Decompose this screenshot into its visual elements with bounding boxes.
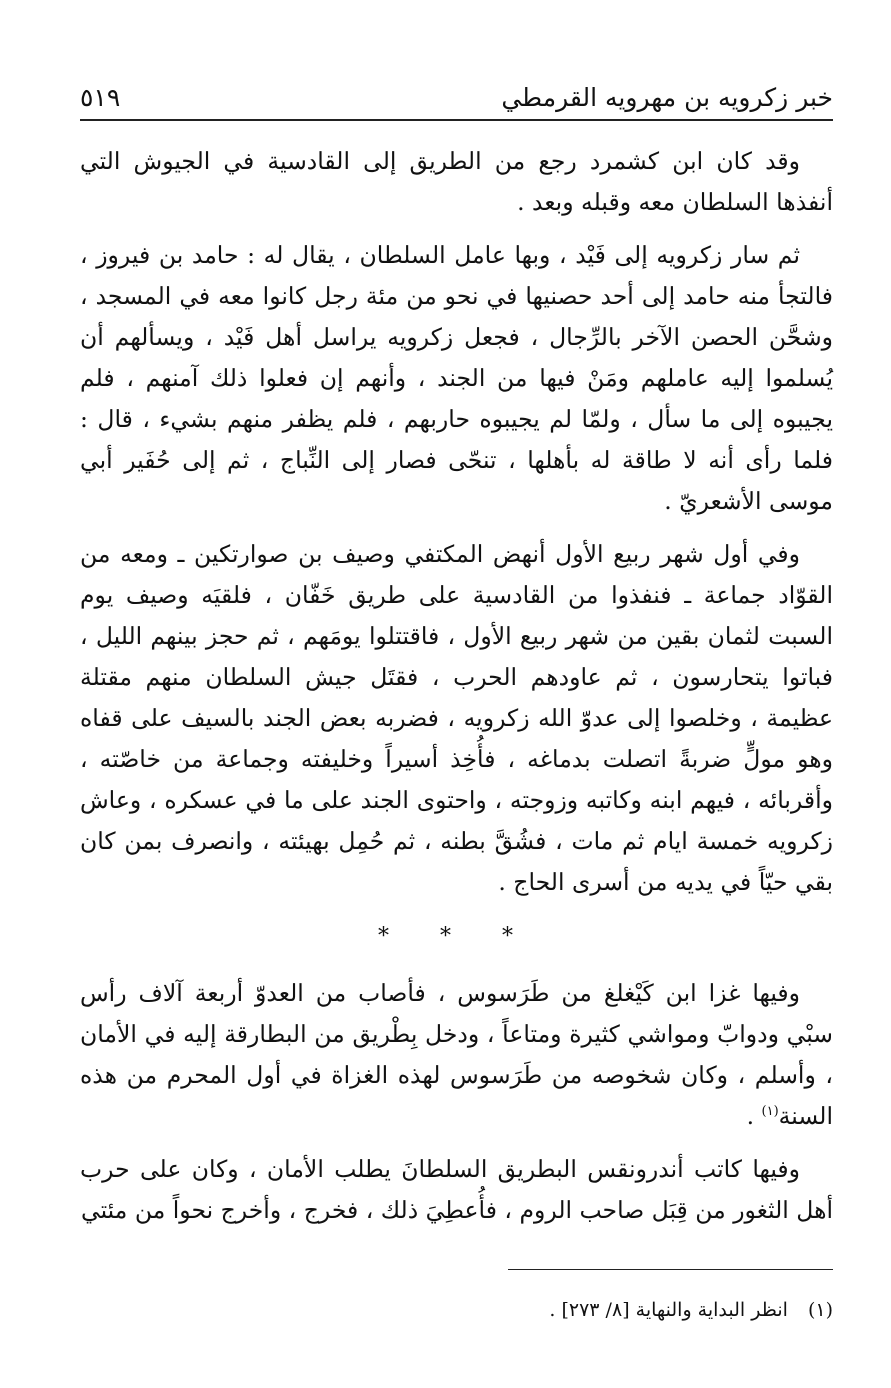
paragraph-4 — [80, 973, 833, 1137]
footnote-reference[interactable]: (١) — [761, 1104, 779, 1120]
paragraph-4-text: وفيها غزا ابن كَيْغلغ من طَرَسوس ، فأصاب من العدوّ أربعة آلاف رأس سبْي ودوابّ ومواشي كثيرة ومتاعاً ، ودخل بِطْريق من البطارقة إليه في الأمان ، وأسلم ، وكان شخوصه من طَرَسوس لهذه الغزاة في أول المحرم من هذه السنة — [80, 979, 833, 1130]
book-page — [80, 0, 833, 1388]
footnote-rule — [508, 1269, 833, 1270]
page-number: ٥١٩ — [80, 83, 121, 112]
body-text — [80, 141, 833, 1243]
paragraph-3: وفي أول شهر ربيع الأول أنهض المكتفي وصيف بن صوارتكين ـ ومعه من القوّاد جماعة ـ فنفذوا من القادسية على طريق خَفّان ، فلقيَه وصيف يوم السبت لثمان بقين من شهر ربيع الأول ، فاقتتلوا يومَهم ، ثم حجز بينهم الليل ، فباتوا يتحارسون ، ثم عاودهم الحرب ، فقتَل جيش السلطان منهم مقتلة عظيمة ، وخلصوا إلى عدوّ الله زكرويه ، فضربه بعض الجند بالسيف على قفاه وهو مولٍّ ضربةً اتصلت بدماغه ، فأُخِذ أسيراً وخليفته وجماعة من خاصّته ، وأقربائه ، فيهم ابنه وكاتبه وزوجته ، واحتوى الجند على ما في عسكره ، وعاش زكرويه خمسة ايام ثم مات ، فشُقَّ بطنه ، ثم حُمِل بهيئته ، وانصرف بمن كان بقي حيّاً في يديه من أسرى الحاج . — [80, 540, 833, 896]
header-rule — [80, 119, 833, 121]
footnote — [80, 1294, 833, 1326]
running-title: خبر زكرويه بن مهرويه القرمطي — [501, 83, 833, 112]
footnote-text: انظر البداية والنهاية [٨/ ٢٧٣] . — [549, 1299, 788, 1321]
paragraph-4-end: . — [746, 1102, 762, 1130]
section-separator: * * * — [378, 924, 535, 949]
paragraph-1: وقد كان ابن كشمرد رجع من الطريق إلى القادسية في الجيوش التي أنفذها السلطان معه وقبله وبعد . — [80, 147, 833, 216]
page-header — [80, 74, 833, 118]
footnote-marker: (١) — [807, 1299, 833, 1321]
paragraph-5: وفيها كاتب أندرونقس البطريق السلطانَ يطلب الأمان ، وكان على حرب أهل الثغور من قِبَل صاحب الروم ، فأُعطِيَ ذلك ، فخرج ، وأخرج نحواً من مئتي — [80, 1155, 833, 1224]
paragraph-2: ثم سار زكرويه إلى فَيْد ، وبها عامل السلطان ، يقال له : حامد بن فيروز ، فالتجأ منه حامد إلى أحد حصنيها في نحو من مئة رجل كانوا معه في المسجد ، وشحَّن الحصن الآخر بالرِّجال ، فجعل زكرويه يراسل أهل فَيْد ، ويسألهم أن يُسلموا إليه عاملهم ومَنْ فيها من الجند ، وأنهم إن فعلوا ذلك آمنهم ، فلم يجيبوه إلى ما سأل ، ولمّا لم يجيبوه حاربهم ، فلم يظفر منهم بشيء ، قال : فلما رأى أنه لا طاقة له بأهلها ، تنحّى فصار إلى النِّباج ، ثم إلى حُفَير أبي موسى الأشعريّ . — [80, 241, 833, 515]
